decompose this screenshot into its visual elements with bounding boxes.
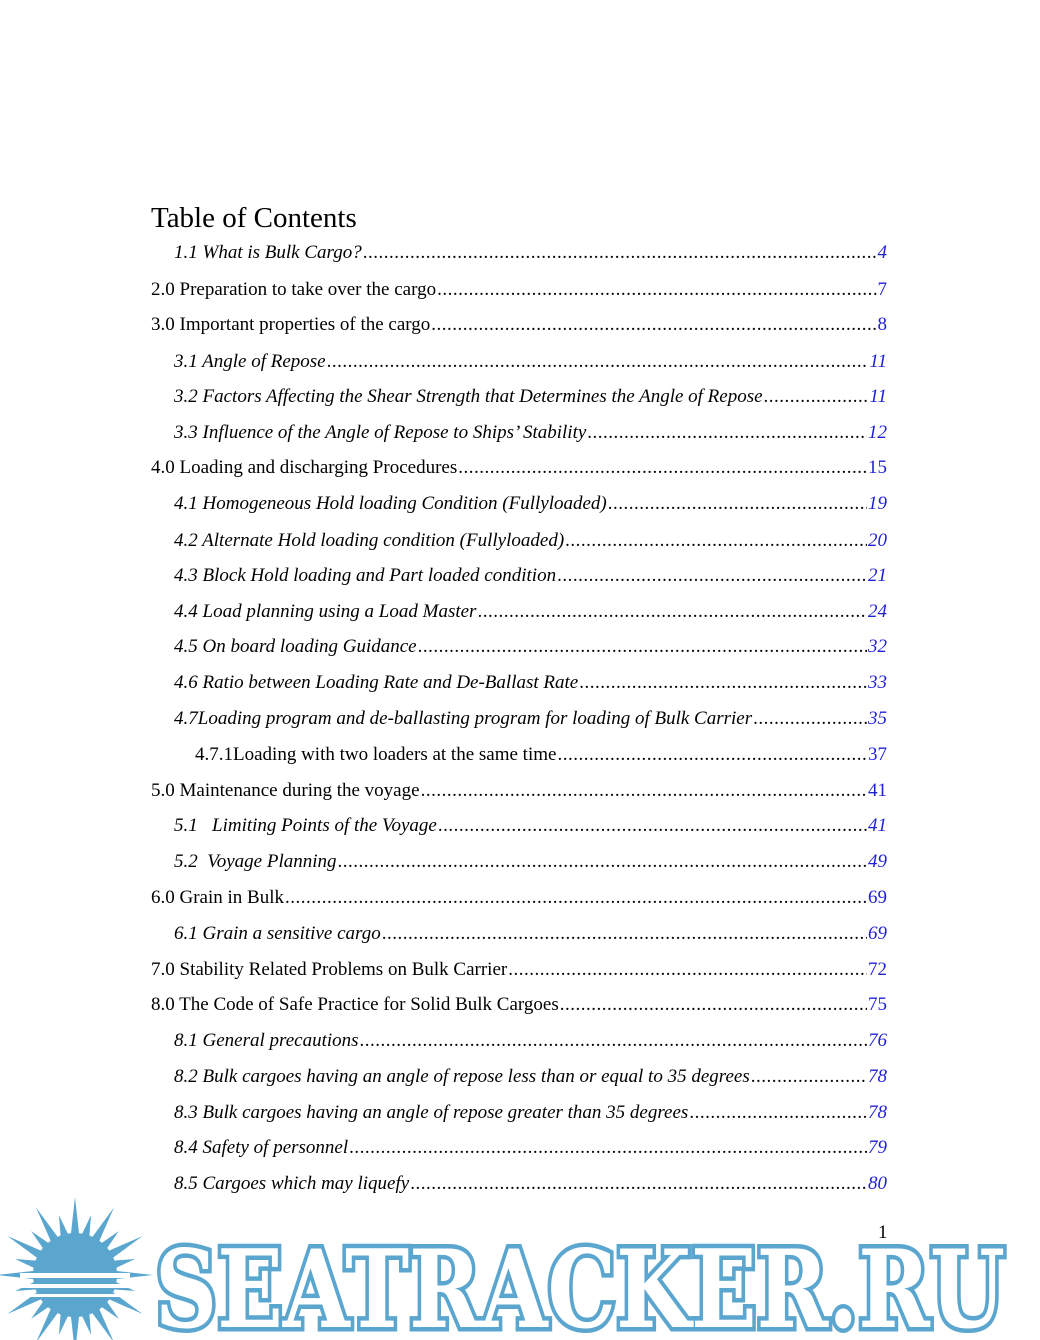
toc-entry-page: 15	[868, 457, 887, 478]
toc-entry-label: 5.0 Maintenance during the voyage	[151, 780, 420, 801]
toc-entry-page: 72	[868, 959, 887, 980]
toc-leader-dots	[565, 529, 867, 553]
toc-leader-dots	[751, 1065, 867, 1089]
toc-entry-label: 4.7.1Loading with two loaders at the same time	[195, 744, 557, 765]
toc-entry-page: 76	[868, 1030, 887, 1051]
toc-leader-dots	[477, 600, 867, 624]
toc-leader-dots	[557, 743, 867, 767]
toc-leader-dots	[438, 814, 867, 838]
toc-entry-page: 32	[868, 636, 887, 657]
toc-entry-5-2[interactable]	[174, 850, 887, 874]
toc-entry-3-2[interactable]	[174, 385, 887, 409]
toc-entry-label: 3.3 Influence of the Angle of Repose to Ships’ Stability	[174, 422, 587, 443]
toc-entry-label: 2.0 Preparation to take over the cargo	[151, 279, 437, 300]
toc-entry-1-1[interactable]	[174, 241, 887, 265]
sun-ray	[71, 1197, 80, 1237]
toc-leader-dots	[285, 886, 867, 910]
toc-leader-dots	[421, 779, 867, 803]
sun-logo-icon	[0, 1197, 153, 1340]
toc-entry-4-1[interactable]	[174, 492, 887, 516]
toc-leader-dots	[437, 278, 876, 302]
toc-entry-label: 8.0 The Code of Safe Practice for Solid Bulk Cargoes	[151, 994, 559, 1015]
toc-leader-dots	[587, 421, 867, 445]
toc-entry-label: 4.1 Homogeneous Hold loading Condition (Fullyloaded)	[174, 493, 607, 514]
toc-entry-label: 6.0 Grain in Bulk	[151, 887, 284, 908]
toc-entry-page: 75	[868, 994, 887, 1015]
toc-entry-label: 4.5 On board loading Guidance	[174, 636, 417, 657]
toc-leader-dots	[338, 850, 867, 874]
toc-entry-page: 20	[868, 530, 887, 551]
toc-entry-page: 78	[868, 1102, 887, 1123]
toc-entry-label: 5.2 Voyage Planning	[174, 851, 337, 872]
toc-entry-label: 4.7Loading program and de-ballasting program for loading of Bulk Carrier	[174, 708, 753, 729]
toc-leader-dots	[560, 993, 867, 1017]
toc-entry-label: 4.4 Load planning using a Load Master	[174, 601, 477, 622]
toc-entry-label: 8.2 Bulk cargoes having an angle of repose less than or equal to 35 degrees	[174, 1066, 750, 1087]
toc-leader-dots	[431, 313, 876, 337]
toc-leader-dots	[458, 456, 867, 480]
toc-entry-4-5[interactable]	[174, 635, 887, 659]
toc-leader-dots	[689, 1101, 867, 1125]
toc-entry-page: 19	[868, 493, 887, 514]
toc-leader-dots	[418, 635, 867, 659]
toc-entry-8-3[interactable]	[174, 1101, 887, 1125]
toc-entry-page: 69	[868, 887, 887, 908]
toc-entry-page: 78	[868, 1066, 887, 1087]
toc-entry-4-2[interactable]	[174, 529, 887, 553]
seatracker-watermark	[0, 1180, 1040, 1340]
toc-entry-label: 1.1 What is Bulk Cargo?	[174, 242, 362, 263]
toc-entry-page: 37	[868, 744, 887, 765]
toc-entry-page: 80	[868, 1173, 887, 1194]
toc-entry-page: 49	[868, 851, 887, 872]
toc-entry-page: 24	[868, 601, 887, 622]
toc-entry-3-3[interactable]	[174, 421, 887, 445]
toc-leader-dots	[327, 350, 869, 374]
toc-leader-dots	[508, 958, 867, 982]
page-number: 1	[878, 1222, 888, 1243]
toc-entry-page: 11	[869, 351, 887, 372]
toc-leader-dots	[363, 241, 877, 265]
toc-entry-label: 3.0 Important properties of the cargo	[151, 314, 431, 335]
toc-entry-8-1[interactable]	[174, 1029, 887, 1053]
toc-entry-label: 6.1 Grain a sensitive cargo	[174, 923, 381, 944]
watermark-text: SEATRACKER.RU	[155, 1227, 1005, 1340]
toc-entry-6-0[interactable]	[151, 886, 887, 910]
toc-title: Table of Contents	[151, 202, 357, 234]
toc-entry-label: 4.3 Block Hold loading and Part loaded condition	[174, 565, 557, 586]
toc-entry-7-0[interactable]	[151, 958, 887, 982]
toc-entry-label: 8.5 Cargoes which may liquefy	[174, 1173, 410, 1194]
toc-entry-label: 3.2 Factors Affecting the Shear Strength that Determines the Angle of Repose	[174, 386, 763, 407]
toc-leader-dots	[360, 1029, 867, 1053]
toc-entry-4-6[interactable]	[174, 671, 887, 695]
sun-ray	[71, 1313, 80, 1340]
toc-entry-4-7-1[interactable]	[195, 743, 887, 767]
toc-entry-label: 4.0 Loading and discharging Procedures	[151, 457, 458, 478]
toc-entry-3-1[interactable]	[174, 350, 887, 374]
toc-leader-dots	[349, 1136, 867, 1160]
toc-entry-page: 12	[868, 422, 887, 443]
toc-entry-page: 79	[868, 1137, 887, 1158]
toc-entry-2-0[interactable]	[151, 278, 887, 302]
toc-entry-label: 8.4 Safety of personnel	[174, 1137, 349, 1158]
toc-entry-4-7[interactable]	[174, 707, 887, 731]
toc-entry-page: 41	[868, 815, 887, 836]
toc-entry-label: 4.6 Ratio between Loading Rate and De-Ballast Rate	[174, 672, 579, 693]
toc-entry-page: 35	[868, 708, 887, 729]
toc-leader-dots	[753, 707, 867, 731]
toc-entry-5-1[interactable]	[174, 814, 887, 838]
toc-entry-label: 5.1 Limiting Points of the Voyage	[174, 815, 437, 836]
toc-entry-4-3[interactable]	[174, 564, 887, 588]
toc-leader-dots	[608, 492, 867, 516]
toc-leader-dots	[382, 922, 867, 946]
toc-leader-dots	[579, 671, 867, 695]
toc-entry-label: 7.0 Stability Related Problems on Bulk Carrier	[151, 959, 508, 980]
toc-entry-4-0[interactable]	[151, 456, 887, 480]
toc-entry-8-0[interactable]	[151, 993, 887, 1017]
toc-entry-page: 4	[877, 242, 887, 263]
toc-leader-dots	[557, 564, 867, 588]
toc-entry-page: 7	[877, 279, 887, 300]
toc-entry-page: 41	[868, 780, 887, 801]
toc-entry-label: 8.3 Bulk cargoes having an angle of repose greater than 35 degrees	[174, 1102, 689, 1123]
toc-entry-label: 4.2 Alternate Hold loading condition (Fullyloaded)	[174, 530, 565, 551]
toc-entry-8-2[interactable]	[174, 1065, 887, 1089]
toc-entry-5-0[interactable]	[151, 779, 887, 803]
toc-entry-4-4[interactable]	[174, 600, 887, 624]
toc-entry-page: 21	[868, 565, 887, 586]
toc-entry-page: 11	[869, 386, 887, 407]
toc-entry-page: 8	[877, 314, 887, 335]
toc-leader-dots	[764, 385, 869, 409]
toc-entry-page: 33	[868, 672, 887, 693]
toc-entry-label: 3.1 Angle of Repose	[174, 351, 326, 372]
toc-entry-8-4[interactable]	[174, 1136, 887, 1160]
toc-entry-3-0[interactable]	[151, 313, 887, 337]
toc-entry-label: 8.1 General precautions	[174, 1030, 359, 1051]
toc-entry-page: 69	[868, 923, 887, 944]
toc-entry-6-1[interactable]	[174, 922, 887, 946]
